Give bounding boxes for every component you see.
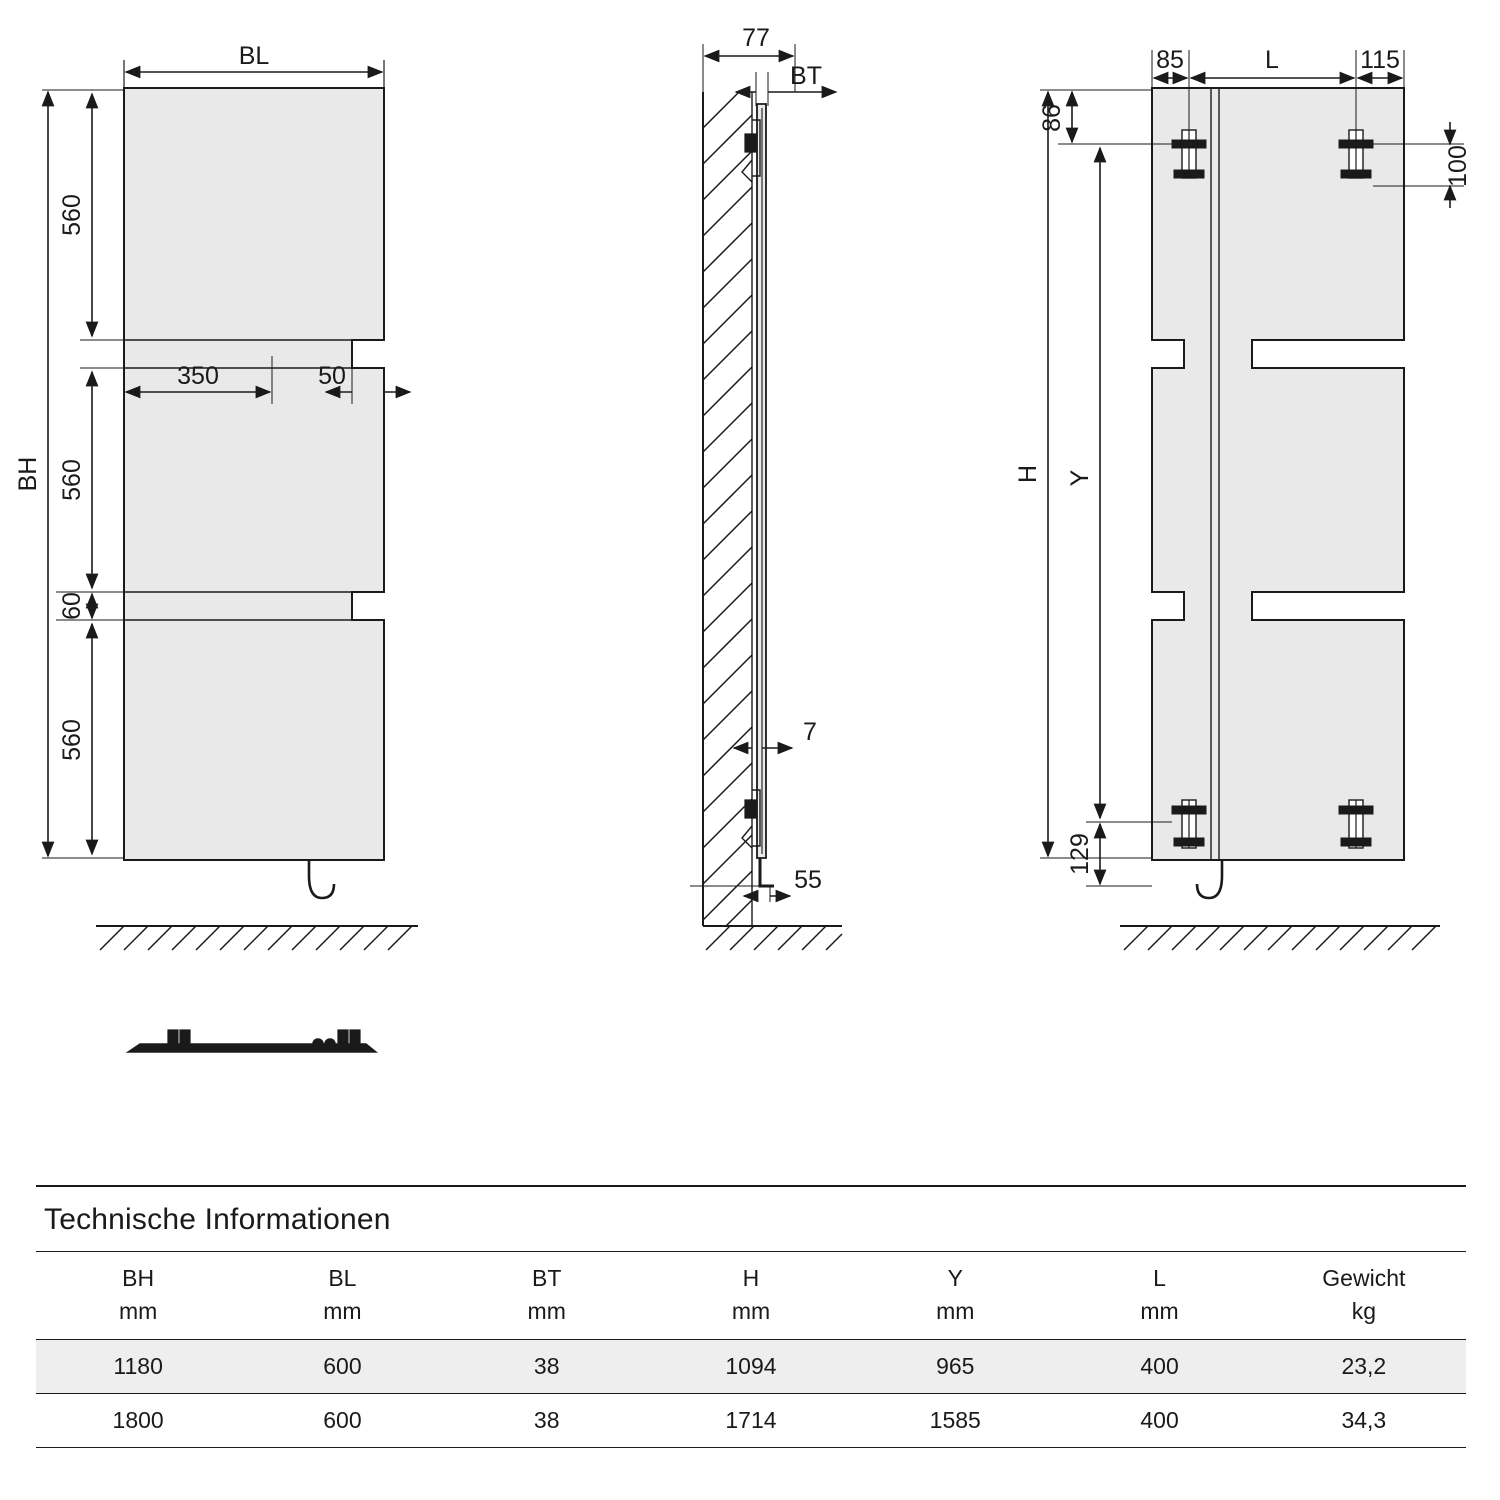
dim-7: 7 [803,718,817,746]
cell-bh: 1800 [36,1393,240,1447]
dim-129: 129 [1066,833,1094,875]
dim-60: 60 [58,592,86,620]
cell-bh: 1180 [36,1339,240,1393]
column-name-gewicht: Gewicht [1322,1265,1406,1291]
cell-bt: 38 [445,1393,649,1447]
dim-BH: BH [14,456,42,492]
table-row [36,1393,1466,1447]
column-unit-h: mm [731,1298,771,1325]
cell-y: 965 [853,1339,1057,1393]
bracket-detail [128,1030,376,1052]
dim-560-top: 560 [58,194,86,236]
front-view [14,42,418,950]
dim-77: 77 [742,24,770,52]
dim-85: 85 [1156,46,1184,74]
cell-l: 400 [1057,1339,1261,1393]
column-header-l [1057,1252,1261,1340]
dim-BT: BT [790,62,822,90]
dim-50: 50 [318,362,346,390]
column-name-bh: BH [122,1265,155,1291]
dim-BL: BL [238,42,270,70]
column-header-y [853,1252,1057,1340]
tech-info-table-head [36,1252,1466,1340]
cell-y: 1585 [853,1393,1057,1447]
tech-info-table-body [36,1339,1466,1447]
column-header-bt [445,1252,649,1340]
column-name-l: L [1153,1265,1166,1291]
side-view [690,24,842,950]
tech-info-header-row [36,1252,1466,1340]
column-header-gewicht [1262,1252,1466,1340]
cell-bt: 38 [445,1339,649,1393]
column-unit-bl: mm [323,1298,362,1325]
dim-L: L [1265,46,1279,74]
dim-H: H [1014,464,1042,484]
cell-h: 1094 [649,1339,853,1393]
tech-info-heading: Technische Informationen [36,1185,1466,1251]
column-unit-y: mm [936,1298,975,1325]
column-header-h [649,1252,853,1340]
dim-86: 86 [1038,104,1066,132]
column-name-bt: BT [532,1265,562,1291]
dim-560-bottom: 560 [58,719,86,761]
column-unit-gewicht: kg [1351,1298,1376,1325]
column-name-y: Y [947,1265,963,1291]
cell-gewicht: 23,2 [1262,1339,1466,1393]
dim-115: 115 [1360,46,1400,74]
cell-gewicht: 34,3 [1262,1393,1466,1447]
dim-55: 55 [794,866,822,894]
dim-Y: Y [1066,469,1094,487]
cell-bl: 600 [240,1393,444,1447]
column-name-bl: BL [328,1265,357,1291]
column-unit-bh: mm [118,1298,158,1325]
column-header-bh [36,1252,240,1340]
column-unit-bt: mm [527,1298,566,1325]
column-unit-l: mm [1140,1298,1179,1325]
cell-l: 400 [1057,1393,1261,1447]
column-name-h: H [742,1265,760,1291]
dim-560-middle: 560 [58,459,86,501]
table-row [36,1339,1466,1393]
dim-100: 100 [1444,145,1472,187]
column-header-bl [240,1252,444,1340]
cell-bl: 600 [240,1339,444,1393]
tech-info-table [36,1251,1466,1448]
rear-view [1014,46,1472,950]
technical-information-block [36,1185,1466,1448]
cell-h: 1714 [649,1393,853,1447]
dim-350: 350 [177,362,219,390]
